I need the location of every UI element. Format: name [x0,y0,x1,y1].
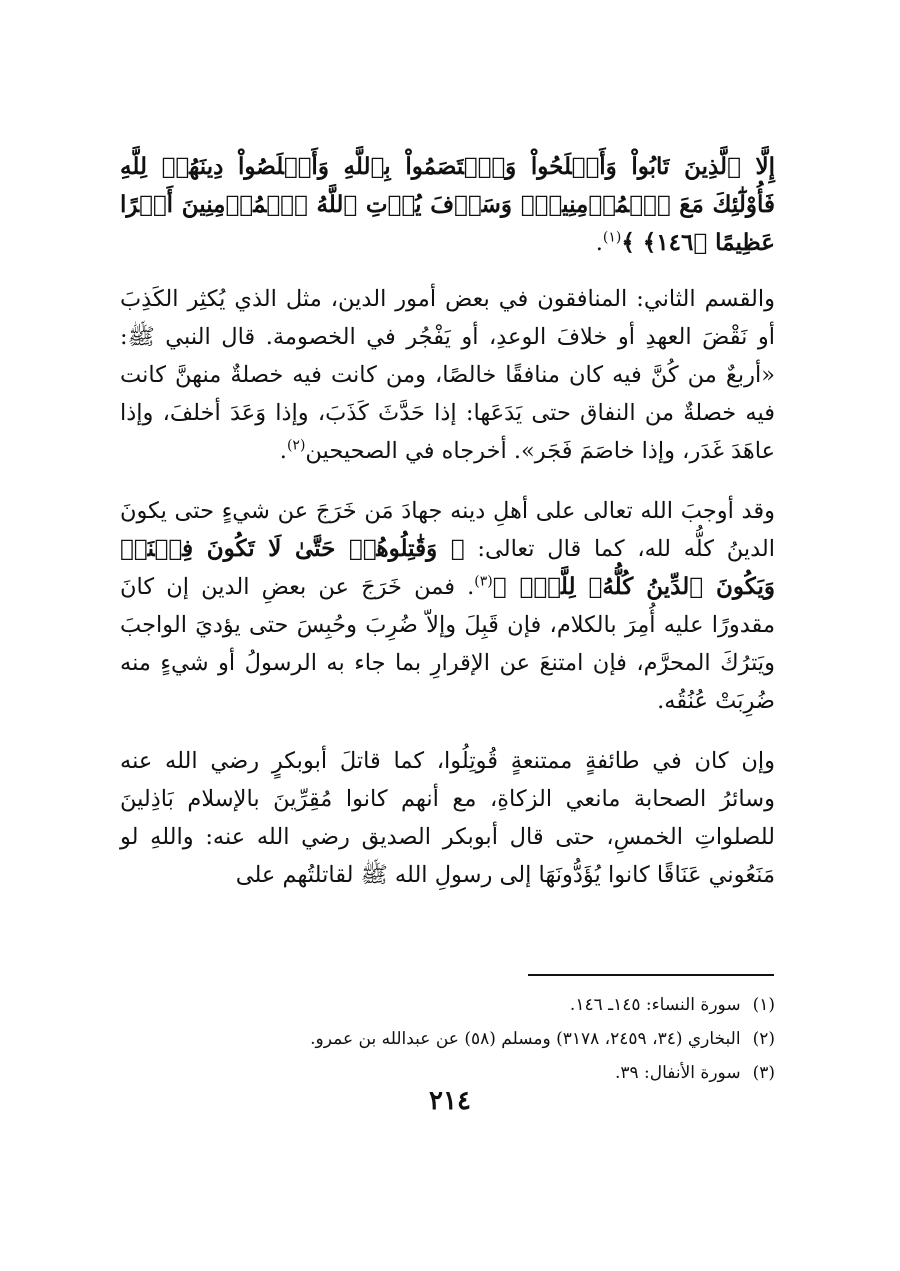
footnote-number: (٢) [752,1029,775,1049]
paragraph-abu-bakr [120,742,775,894]
footnote-number: (١) [752,995,775,1015]
main-text [120,148,775,916]
paragraph-text: والقسم الثاني: المنافقون في بعض أمور الدين، مثل الذي يُكثِر الكَذِبَ أو نَقْضَ العهدِ أو خلافَ الوعدِ، أو يَفْجُر في الخصومة. قال النبي ﷺ: «أربعٌ من كُنَّ فيه كان منافقًا خالصًا، ومن كانت فيه خصلةٌ منهنَّ كانت فيه خصلةٌ من النفاق حتى يَدَعَها: إذا حَدَّثَ كَذَبَ، وإذا وَعَدَ أخلفَ، وإذا عاهَدَ غَدَر، وإذا خاصَمَ فَجَر». أخرجاه في الصحيحين [120,286,775,464]
footnote-text: سورة الأنفال: ٣٩. [614,1063,741,1083]
footnote-text: سورة النساء: ١٤٥ـ ١٤٦. [569,995,741,1015]
paragraph-text: وقد أوجبَ الله تعالى على أهلِ دينه جهادَ مَن خَرَجَ عن شيءٍ حتى يكونَ الدينُ كلُّه لله، كما قال تعالى: [120,498,776,562]
sentence-end: . [595,230,603,256]
footnote-item [120,988,775,1022]
footnote-text: البخاري (٣٤، ٢٤٥٩، ٣١٧٨) ومسلم (٥٨) عن عبدالله بن عمرو. [310,1029,741,1049]
footnote-item [120,1056,775,1090]
footnote-ref-3: (٣) [474,573,493,590]
paragraph-hypocrites [120,280,775,470]
footnote-number: (٣) [752,1063,775,1083]
footnote-ref-1: (١) [602,229,622,246]
paragraph-jihad [120,492,775,720]
footnote-divider [528,974,774,976]
footnotes [120,988,775,1090]
paragraph-text: وإن كان في طائفةٍ ممتنعةٍ قُوتِلُوا، كما قاتلَ أبوبكرٍ رضي الله عنه وسائرُ الصحابة مانعي الزكاةِ، مع أنهم كانوا مُقِرِّينَ بالإسلام بَاذِلينَ للصلواتِ الخمسِ، حتى قال أبوبكر الصديق رضي الله عنه: واللهِ لو مَنَعُوني عَنَاقًا كانوا يُؤَدُّونَهَا إلى رسولِ الله ﷺ لقاتلتُهم على [120,748,775,888]
quran-verse: إِلَّا ٱلَّذِينَ تَابُواْ وَأَصۡلَحُواْ وَٱعۡتَصَمُواْ بِٱللَّهِ وَأَخۡلَصُواْ دِينَهُمۡ لِلَّهِ فَأُوْلَٰٓئِكَ مَعَ ٱلۡمُؤۡمِنِينَۖ وَسَوۡفَ يُؤۡتِ ٱللَّهُ ٱلۡمُؤۡمِنِينَ أَجۡرًا عَظِيمًا ﴿١٤٦﴾ ﴾ [120,153,775,256]
footnote-item [120,1022,775,1056]
quran-verse: ﴿ وَقَٰتِلُوهُمۡ حَتَّىٰ لَا تَكُونَ فِتۡنَةٞ وَيَكُونَ ٱلدِّينُ كُلُّهُۥ لِلَّهِۚ ﴾ [120,535,775,600]
footnote-ref-2: (٢) [286,437,306,454]
page-number: ٢١٤ [429,1086,471,1116]
sentence-end: . [279,438,287,464]
paragraph-quran-verse [120,148,775,262]
paragraph-text: . فمن خَرَجَ عن بعضِ الدين إن كانَ مقدورًا عليه أُمِرَ بالكلام، فإن قَبِلَ وإلاّ ضُرِبَ وحُبِسَ حتى يؤديَ الواجبَ ويَترُكَ المحرَّم، فإن امتنعَ عن الإقرارِ بما جاء به الرسولُ أو شيءٍ منه ضُرِبَتْ عُنُقُه. [120,574,775,714]
